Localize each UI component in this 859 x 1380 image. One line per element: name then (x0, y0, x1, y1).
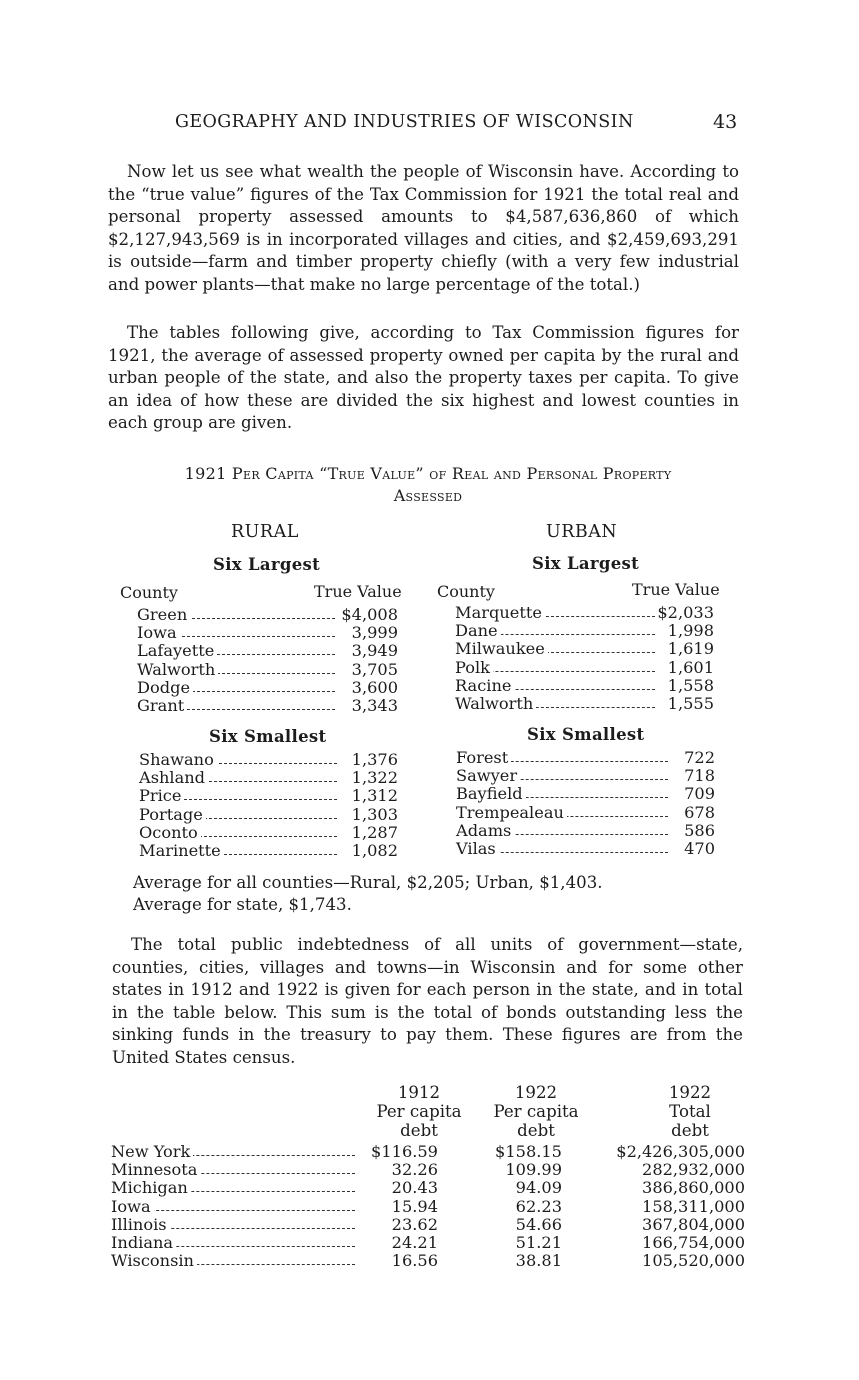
table-row (456, 767, 715, 785)
true-value: $4,008 (341, 605, 398, 624)
table-row (139, 806, 398, 824)
debt-1922-value: 38.81 (515, 1251, 562, 1271)
table-row (137, 642, 398, 660)
county-name: Dane (455, 622, 501, 640)
debt-col-1912-year: 1912 (397, 1083, 441, 1102)
table-row (456, 804, 715, 822)
property-table-title (108, 462, 748, 506)
table-row (111, 1216, 745, 1234)
urban-heading: URBAN (546, 522, 618, 542)
debt-total-value: 282,932,000 (642, 1160, 745, 1180)
true-value: 1,312 (351, 786, 398, 806)
table-row (137, 606, 398, 624)
debt-total-value: 386,860,000 (642, 1178, 745, 1198)
table-row (456, 822, 715, 840)
property-table-title-line2: Assessed (393, 486, 463, 505)
paragraph-wealth-text: Now let us see what wealth the people of Wisconsin have. According to the “true value” figures of the Tax Commission for 1921 the total real and personal property assessed amounts to $4,587,636,860 of which $2,127,943,569 is in incorporated villages and cities, and $2,459,693,291 is outside—farm and timber property chiefly (with a very few industrial and power plants—that make no large percentage of the total.) (108, 162, 739, 294)
debt-1912-value: 15.94 (391, 1196, 438, 1216)
debt-col-1922-header (484, 1083, 588, 1140)
debt-col-1922-line3: debt (517, 1121, 555, 1140)
debt-1922-value: 54.66 (515, 1214, 562, 1234)
debt-1922-value: 51.21 (515, 1233, 562, 1252)
paragraph-tables-intro (108, 322, 739, 435)
true-value: 3,949 (351, 641, 398, 661)
debt-col-1922-year: 1922 (514, 1083, 558, 1102)
debt-1912-value: 20.43 (391, 1178, 438, 1198)
rural-value-label: True Value (314, 582, 402, 601)
paragraph-wealth (108, 161, 739, 296)
county-name: Ashland (139, 769, 208, 787)
true-value: 3,705 (351, 659, 398, 679)
debt-col-1922-line2: Per capita (493, 1102, 579, 1121)
table-row (455, 659, 714, 677)
debt-total-value: $2,426,305,000 (616, 1142, 745, 1161)
county-name: Marquette (455, 604, 545, 622)
debt-total-value: 367,804,000 (642, 1214, 745, 1234)
county-name: Walworth (455, 695, 536, 713)
debt-col-1912-line3: debt (400, 1121, 438, 1140)
true-value: 678 (684, 802, 715, 822)
rural-heading: RURAL (231, 522, 299, 542)
property-table-title-line1: 1921 Per Capita “True Value” of Real and Personal Property (184, 464, 672, 483)
debt-1922-value: $158.15 (495, 1142, 562, 1161)
table-row (139, 769, 398, 787)
debt-col-1912-line2: Per capita (376, 1102, 462, 1121)
running-title: GEOGRAPHY AND INDUSTRIES OF WISCONSIN (175, 112, 634, 132)
debt-total-value: 105,520,000 (642, 1251, 745, 1271)
debt-total-value: 158,311,000 (642, 1196, 745, 1216)
urban-largest-heading: Six Largest (532, 554, 639, 573)
county-name: Vilas (456, 840, 499, 858)
county-name: Green (137, 606, 190, 624)
state-name: Iowa (111, 1198, 154, 1216)
table-row (111, 1234, 745, 1252)
county-name: Price (139, 787, 184, 805)
debt-total-value: 166,754,000 (642, 1233, 745, 1252)
true-value: 1,376 (351, 750, 398, 769)
table-row (111, 1143, 745, 1161)
true-value: 718 (684, 766, 715, 786)
county-name: Oconto (139, 824, 201, 842)
true-value: 3,343 (351, 696, 398, 715)
debt-col-total-line2: Total (669, 1102, 711, 1121)
true-value: 586 (684, 820, 715, 840)
true-value: 3,600 (351, 677, 398, 697)
table-row (139, 824, 398, 842)
county-name: Forest (456, 749, 511, 767)
table-row (111, 1179, 745, 1197)
paragraph-indebtedness (112, 934, 743, 1069)
rural-largest-heading: Six Largest (213, 555, 320, 574)
true-value: 709 (684, 784, 715, 804)
true-value: 470 (684, 839, 715, 858)
county-name: Racine (455, 677, 514, 695)
page-number: 43 (713, 111, 738, 133)
urban-smallest-heading: Six Smallest (527, 725, 645, 744)
state-name: Wisconsin (111, 1252, 197, 1270)
table-row (137, 679, 398, 697)
true-value: 1,619 (667, 639, 714, 659)
average-counties: Average for all counties—Rural, $2,205; Urban, $1,403. (133, 873, 603, 892)
paragraph-tables-intro-text: The tables following give, according to Tax Commission figures for 1921, the average of assessed property owned per capita by the rural and urban people of the state, and also the property taxes per capita. To give an idea of how these are divided the six highest and lowest counties in each group are given. (108, 323, 739, 432)
county-name: Milwaukee (455, 640, 548, 658)
table-row (455, 677, 714, 695)
county-name: Walworth (137, 661, 218, 679)
table-row (137, 697, 398, 715)
debt-col-total-year: 1922 (668, 1083, 712, 1102)
table-row (139, 787, 398, 805)
debt-1922-value: 109.99 (505, 1160, 562, 1180)
true-value: 1,322 (351, 768, 398, 788)
urban-value-label: True Value (632, 580, 720, 599)
debt-1912-value: 24.21 (391, 1233, 438, 1252)
debt-1922-value: 94.09 (515, 1178, 562, 1198)
paragraph-indebtedness-text: The total public indebtedness of all units of government—state, counties, cities, villages and towns—in Wisconsin and for some other states in 1912 and 1922 is given for each person in the state, and in total in the table below. This sum is the total of bonds outstanding less the sinking funds in the treasury to pay them. These figures are from the United States census. (112, 935, 743, 1067)
true-value: 1,287 (351, 822, 398, 842)
county-name: Lafayette (137, 642, 217, 660)
state-name: New York (111, 1143, 193, 1161)
county-name: Bayfield (456, 785, 526, 803)
state-name: Minnesota (111, 1161, 200, 1179)
table-row (456, 840, 715, 858)
debt-1922-value: 62.23 (515, 1196, 562, 1216)
true-value: 1,555 (667, 694, 714, 713)
table-row (137, 661, 398, 679)
true-value: 1,998 (667, 621, 714, 641)
debt-1912-value: 23.62 (391, 1214, 438, 1234)
rural-smallest-heading: Six Smallest (209, 727, 327, 746)
table-row (456, 785, 715, 803)
county-name: Marinette (139, 842, 224, 860)
county-name: Polk (455, 659, 493, 677)
county-name: Portage (139, 806, 206, 824)
county-name: Dodge (137, 679, 193, 697)
true-value: 1,601 (667, 657, 714, 677)
average-state: Average for state, $1,743. (133, 895, 352, 914)
rural-county-label: County (120, 583, 178, 602)
county-name: Sawyer (456, 767, 520, 785)
true-value: 1,558 (667, 675, 714, 695)
true-value: $2,033 (657, 603, 714, 622)
table-row (137, 624, 398, 642)
true-value: 722 (684, 748, 715, 767)
table-row (456, 749, 715, 767)
debt-col-total-header (640, 1083, 740, 1140)
table-row (455, 622, 714, 640)
debt-1912-value: 32.26 (391, 1160, 438, 1180)
table-row (455, 640, 714, 658)
state-name: Illinois (111, 1216, 170, 1234)
debt-1912-value: $116.59 (371, 1142, 438, 1161)
table-row (455, 604, 714, 622)
urban-county-label: County (437, 582, 495, 601)
county-name: Trempealeau (456, 804, 567, 822)
table-row (139, 842, 398, 860)
table-row (111, 1161, 745, 1179)
county-name: Adams (456, 822, 514, 840)
state-name: Michigan (111, 1179, 191, 1197)
debt-col-1912-header (364, 1083, 474, 1140)
table-row (139, 751, 398, 769)
true-value: 3,999 (351, 623, 398, 643)
true-value: 1,303 (351, 804, 398, 824)
debt-1912-value: 16.56 (391, 1251, 438, 1271)
true-value: 1,082 (351, 841, 398, 860)
table-row (455, 695, 714, 713)
county-name: Grant (137, 697, 187, 715)
table-row (111, 1198, 745, 1216)
table-row (111, 1252, 745, 1270)
county-name: Shawano (139, 751, 217, 769)
county-name: Iowa (137, 624, 180, 642)
state-name: Indiana (111, 1234, 176, 1252)
debt-col-total-line3: debt (671, 1121, 709, 1140)
